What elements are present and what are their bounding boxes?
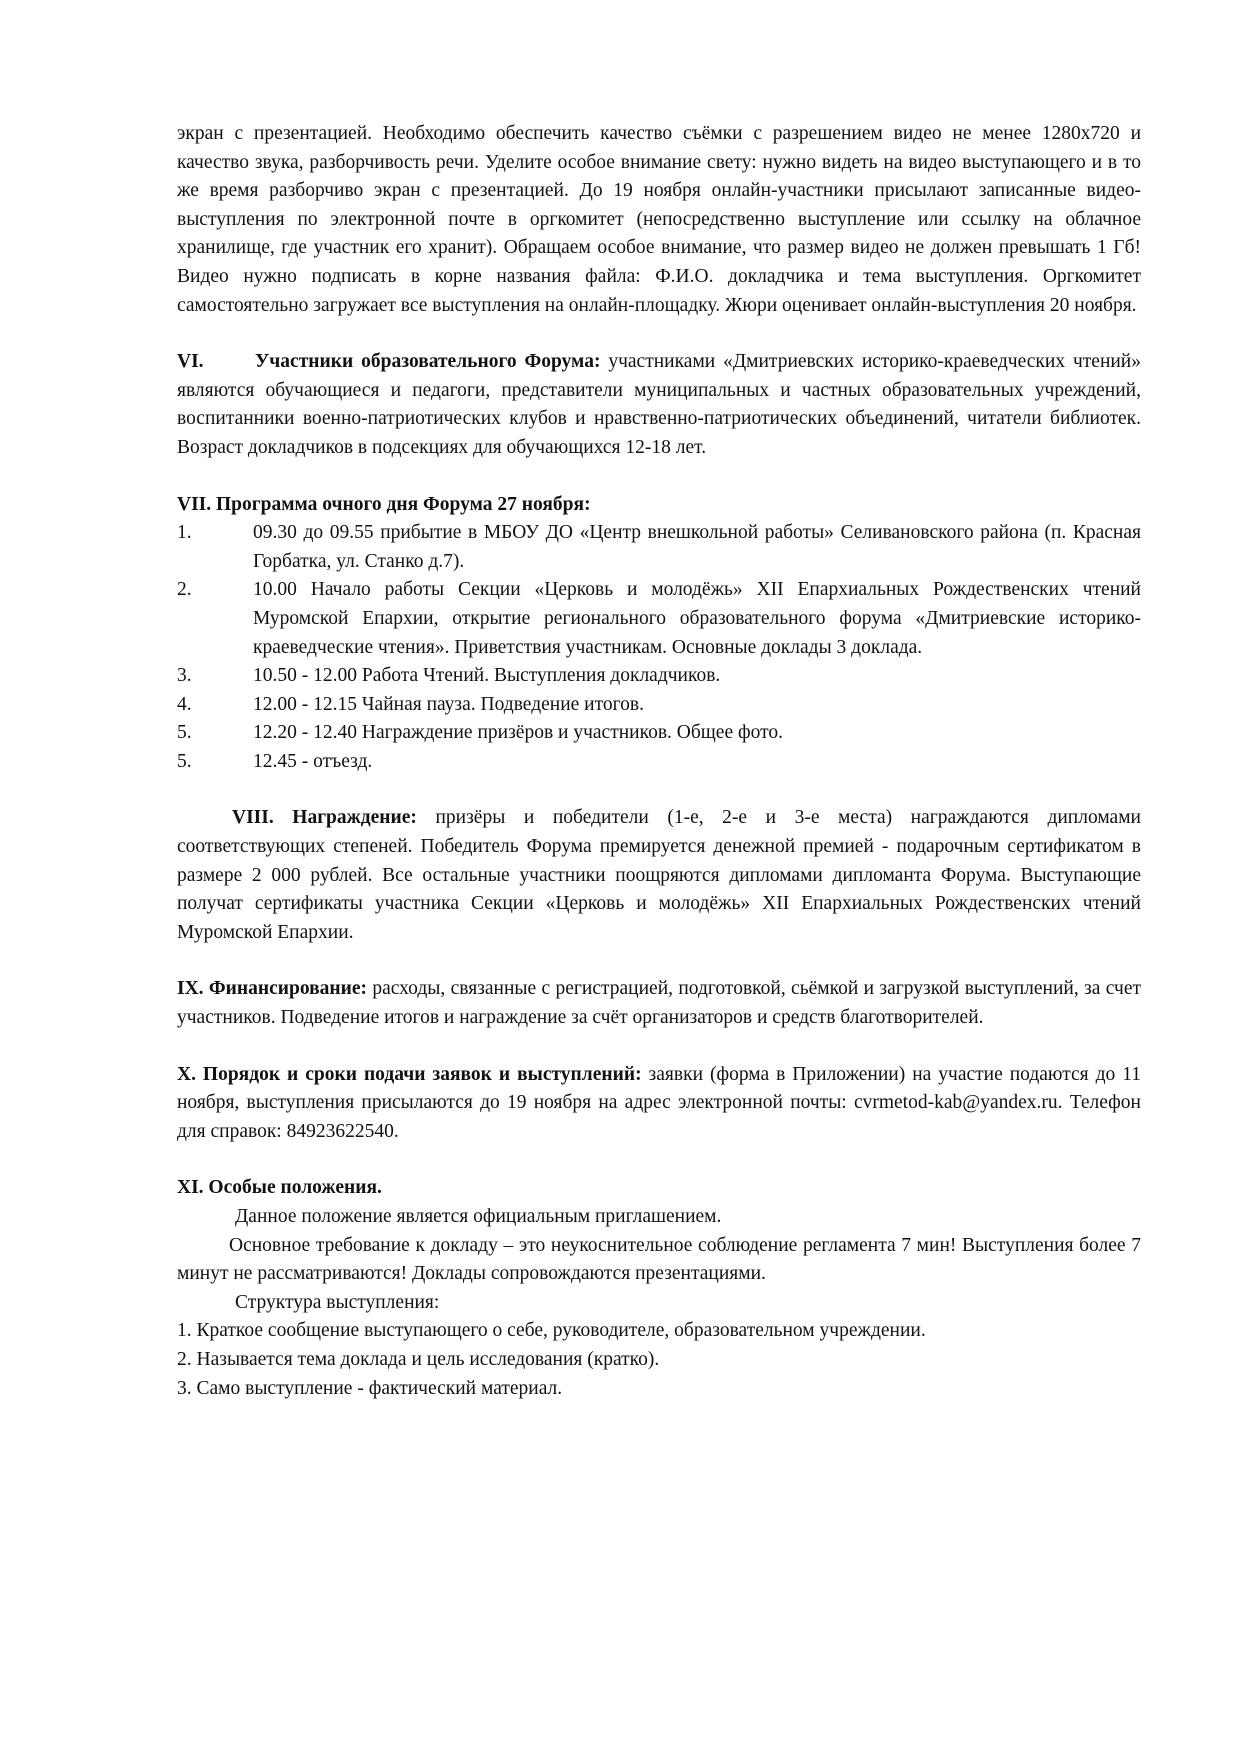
- item-number: 4.: [177, 693, 192, 715]
- program-item: [177, 719, 1141, 748]
- section-7-title: [177, 491, 1141, 520]
- item-number: 1.: [177, 522, 192, 544]
- section-8-text: призёры и победители (1-е, 2-е и 3-е места) награждаются дипломами соответствующих степеней. Победитель Форума премируется денежной премией - подарочным сертификатом в размере 2 000 рублей. Все остальные участники поощряются дипломами дипломанта Форума. Выступающие получат сертификаты участника Секции «Церковь и молодёжь» XII Епархиальных Рождественских чтений Муромской Епархии.: [177, 807, 1141, 943]
- structure-item: 2. Называется тема доклада и цель исследования (кратко).: [177, 1348, 660, 1370]
- section-11-title: [177, 1174, 1141, 1203]
- section-8-title: VIII. Награждение:: [232, 807, 417, 829]
- structure-item: 3. Само выступление - фактический материал.: [177, 1377, 563, 1399]
- section-8: [177, 804, 1141, 947]
- item-text: 12.45 - отъезд.: [253, 750, 373, 772]
- program-item: [177, 691, 1141, 720]
- document-page: [177, 120, 1141, 1403]
- item-number: 3.: [177, 665, 192, 687]
- item-number: 5.: [177, 722, 192, 744]
- program-item: [177, 576, 1141, 662]
- program-item: [177, 519, 1141, 576]
- section-7-heading: VII. Программа очного дня Форума 27 ноября:: [177, 493, 591, 515]
- program-item: [177, 662, 1141, 691]
- section-11-p2: Основное требование к докладу – это неукоснительное соблюдение регламента 7 мин! Выступления более 7 минут не рассматриваются! Доклады сопровождаются презентациями.: [177, 1234, 1141, 1285]
- section-6: [177, 348, 1141, 462]
- section-11-p1: Данное положение является официальным приглашением.: [235, 1206, 722, 1227]
- section-9-title: IX. Финансирование:: [177, 978, 368, 1000]
- item-text: 10.50 - 12.00 Работа Чтений. Выступления докладчиков.: [253, 665, 721, 687]
- section-9: [177, 975, 1141, 1032]
- item-number: 2.: [177, 579, 192, 601]
- item-text: 10.00 Начало работы Секции «Церковь и молодёжь» XII Епархиальных Рождественских чтений Муромской Епархии, открытие регионального образовательного форума «Дмитриевские историко-краеведческие чтения». Приветствия участникам. Основные доклады 3 доклада.: [253, 579, 1141, 658]
- item-number: 5.: [177, 750, 192, 772]
- section-10: [177, 1061, 1141, 1147]
- structure-item: 1. Краткое сообщение выступающего о себе, руководителе, образовательном учреждении.: [177, 1320, 926, 1342]
- section-6-title: Участники образовательного Форума:: [255, 351, 601, 373]
- section-9-text: расходы, связанные с регистрацией, подготовкой, сьёмкой и загрузкой выступлений, за счет участников. Подведение итогов и награждение за счёт организаторов и средств благотворителей.: [177, 978, 1141, 1029]
- intro-paragraph: экран с презентацией. Необходимо обеспечить качество съёмки с разрешением видео не менее 1280х720 и качество звука, разборчивость речи. Уделите особое внимание свету: нужно видеть на видео выступающего и в то же время разборчиво экран с презентацией. До 19 ноября онлайн-участники присылают записанные видео-выступления по электронной почте в оргкомитет (непосредственно выступление или ссылку на облачное хранилище, где участник его хранит). Обращаем особое внимание, что размер видео не должен превышать 1 Гб! Видео нужно подписать в корне названия файла: Ф.И.О. докладчика и тема выступления. Оргкомитет самостоятельно загружает все выступления на онлайн-площадку. Жюри оценивает онлайн-выступления 20 ноября.: [177, 123, 1141, 316]
- program-list: [177, 519, 1141, 576]
- item-text: 09.30 до 09.55 прибытие в МБОУ ДО «Центр внешкольной работы» Селивановского района (п. Красная Горбатка, ул. Станко д.7).: [253, 522, 1141, 572]
- section-11-heading: XI. Особые положения.: [177, 1177, 382, 1199]
- section-6-text: участниками «Дмитриевских историко-краеведческих чтений» являются обучающиеся и педагоги, представители муниципальных и частных образовательных учреждений, воспитанники военно-патриотических клубов и нравственно-патриотических объединений, читатели библиотек. Возраст докладчиков в подсекциях для обучающихся 12-18 лет.: [177, 351, 1141, 458]
- section-6-number: VI.: [177, 351, 204, 373]
- item-text: 12.20 - 12.40 Награждение призёров и участников. Общее фото.: [253, 722, 784, 744]
- program-item: [177, 748, 1141, 777]
- item-text: 12.00 - 12.15 Чайная пауза. Подведение итогов.: [253, 693, 644, 715]
- section-10-title: X. Порядок и сроки подачи заявок и выступлений:: [177, 1063, 642, 1085]
- section-10-text: заявки (форма в Приложении) на участие подаются до 11 ноября, выступления присылаются до 19 ноября на адрес электронной почты: cvrmetod-kab@yandex.ru. Телефон для справок: 84923622540.: [177, 1063, 1141, 1142]
- structure-label: Структура выступления:: [235, 1291, 440, 1313]
